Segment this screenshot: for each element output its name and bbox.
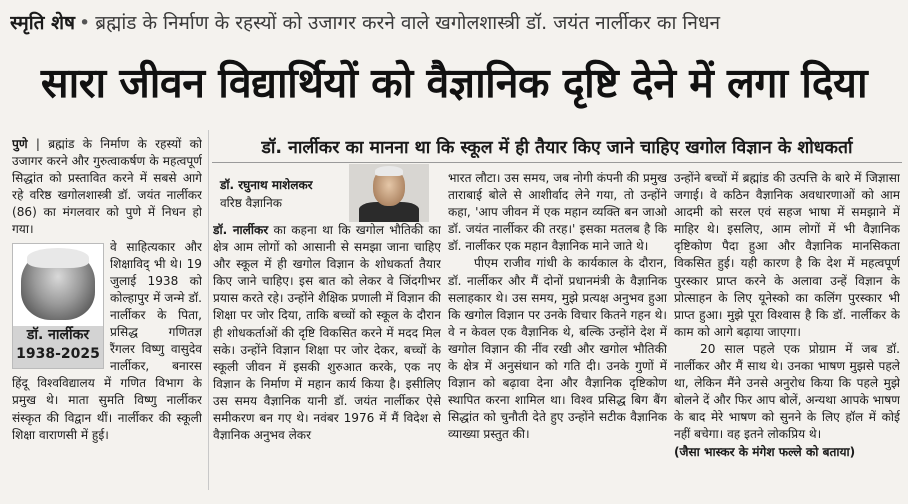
article-lead (12, 136, 202, 239)
portrait-hair (27, 248, 89, 268)
photo-caption (13, 326, 103, 368)
kicker (10, 6, 900, 40)
kicker-bullet: • (79, 12, 91, 34)
photo-caption-name: डॉ. नार्लीकर (26, 326, 90, 343)
lead-text: | ब्रह्मांड के निर्माण के रहस्यों को उजागर करने और गुरुत्वाकर्षण के महत्वपूर्ण सिद्धांत को प्रस्तावित करने में सबसे आगे रहे वरिष्ठ खगोलशास्त्री डॉ. जयंत नार्लीकर (86) का मंगलवार को पुणे में निधन हो गया। (12, 137, 202, 237)
article-column (12, 136, 202, 481)
opinion-column-3 (674, 170, 900, 473)
kicker-label: स्मृति शेष (10, 12, 76, 34)
col3-paragraph-2: पीएम राजीव गांधी के कार्यकाल के दौरान, डॉ. नार्लीकर और मैं दोनों प्रधानमंत्री के वैज्ञानिक सलाहकार थे। उस समय, मुझे प्रत्यक्ष अनुभव हुआ कि खगोल विज्ञान पर उनके विचार कितने गहन थे। वे न केवल एक वैज्ञानिक थे, बल्कि उन्होंने देश में खगोल विज्ञान की नींव रखी और खगोल भौतिकी के क्षेत्र में अनुसंधान को गति दी। उनके गुणों में विज्ञान को बढ़ावा देना और वैज्ञानिक दृष्टिकोण स्थापित करना शामिल था। विश्व प्रसिद्ध बिग बैंग सिद्धांत को चुनौती देते हुए उन्होंने सटीक वैज्ञानिक व्याख्या प्रस्तुत की। (448, 256, 667, 442)
headline: सारा जीवन विद्यार्थियों को वैज्ञानिक दृष्टि देने में लगा दिया (40, 59, 868, 107)
photo-caption-years: 1938-2025 (16, 345, 100, 362)
author-name: डॉ. रघुनाथ माशेलकर (220, 178, 313, 192)
col4-paragraph-1: उन्होंने बच्चों में ब्रह्मांड की उत्पत्ति के बारे में जिज्ञासा जगाई। वे कठिन वैज्ञानिक अवधारणाओं को आम आदमी को सरल एवं सहज भाषा में समझाने में माहिर थे। इसलिए, आम लोगों में भी वैज्ञानिक दृष्टिकोण पैदा हुआ और वैज्ञानिक मानसिकता विकसित हुई। यही कारण है कि देश में महत्वपूर्ण पुरस्कार प्राप्त करने के अलावा उन्हें विज्ञान के प्रोत्साहन के लिए यूनेस्को का कलिंग पुरस्कार भी प्राप्त हुआ। मुझे पूरा विश्वास है कि डॉ. नार्लीकर के काम को आगे बढ़ाया जाएगा। (674, 171, 900, 339)
col2-lead: डॉ. नार्लीकर (213, 223, 269, 237)
col3-paragraph-1: भारत लौटा। उस समय, जब नोगी कंपनी की प्रमुख ताराबाई बोले से आशीर्वाद लेने गया, तो उन्होंने कहा, 'आप जीवन में एक महान व्यक्ति बन जाओ डॉ. जयंत नार्लीकर की तरह।' इसका मतलब है कि डॉ. नार्लीकर एक महान वैज्ञानिक माने जाते थे। (448, 171, 667, 254)
dateline: पुणे (12, 137, 28, 151)
column-divider (208, 130, 209, 490)
author-photo (349, 164, 429, 222)
col2-text: का कहना था कि खगोल भौतिकी का क्षेत्र आम लोगों को आसानी से समझा जाना चाहिए और स्कूल में ही खगोल विज्ञान के शोधकर्ता तैयार किए जाने चाहिए। इस बात को लेकर वे जिंदगीभर प्रयास करते रहे। उन्होंने शैक्षिक प्रणाली में विज्ञान की शिक्षा पर जोर दिया, ताकि बच्चों को स्कूल के दौरान ही शोधकर्ताओं की दृष्टि विकसित करने में मदद मिल सके। उन्होंने विज्ञान शिक्षा पर जोर देकर, बच्चों के स्कूली जीवन में इसकी शुरुआत करके, एक नए विज्ञान के निर्माण में महान कार्य किया है। इसीलिए उस समय वैज्ञानिक यानी डॉ. जयंत नार्लीकर ऐसे समीकरण बन गए थे। नवंबर 1976 में मैं विदेश से वैज्ञानिक अनुभव लेकर (213, 223, 441, 443)
opinion-column-2 (448, 170, 667, 473)
credit-line: (जैसा भास्कर के मंगेश फल्ले को बताया) (674, 444, 856, 459)
article-body: वे साहित्यकार और शिक्षाविद् भी थे। 19 जुलाई 1938 को कोल्हापुर में जन्मे डॉ. नार्लीकर के पिता, प्रसिद्ध गणितज्ञ रैंगलर विष्णु वासुदेव नार्लीकर, बनारस हिंदू विश्वविद्यालय में गणित विभाग के प्रमुख थे। माता सुमति विष्णु नार्लीकर संस्कृत की विद्वान थीं। नार्लीकर की स्कूली शिक्षा वाराणसी में हुई। (12, 239, 202, 442)
col4-paragraph-2: 20 साल पहले एक प्रोग्राम में जब डॉ. नार्लीकर और मैं साथ थे। उनका भाषण मुझसे पहले था, लेकिन मैंने उनसे अनुरोध किया कि पहले मुझे बोलने दें और फिर आप बोलें, अन्यथा आपके भाषण के बाद मेरे भाषण को सुनने के लिए हॉल में कोई नहीं बचेगा। वह इतने लोकप्रिय थे। (674, 341, 900, 442)
subheadline: डॉ. नार्लीकर का मानना था कि स्कूल में ही तैयार किए जाने चाहिए खगोल विज्ञान के शोधकर्ता (212, 134, 902, 163)
author-photo-hair (375, 166, 403, 176)
opinion-column-1 (213, 222, 441, 477)
kicker-text: ब्रह्मांड के निर्माण के रहस्यों को उजागर करने वाले खगोलशास्त्री डॉ. जयंत नार्लीकर का निधन (95, 12, 721, 34)
narlikar-photo (12, 243, 104, 369)
byline (220, 176, 350, 216)
author-role: वरिष्ठ वैज्ञानिक (220, 196, 283, 210)
